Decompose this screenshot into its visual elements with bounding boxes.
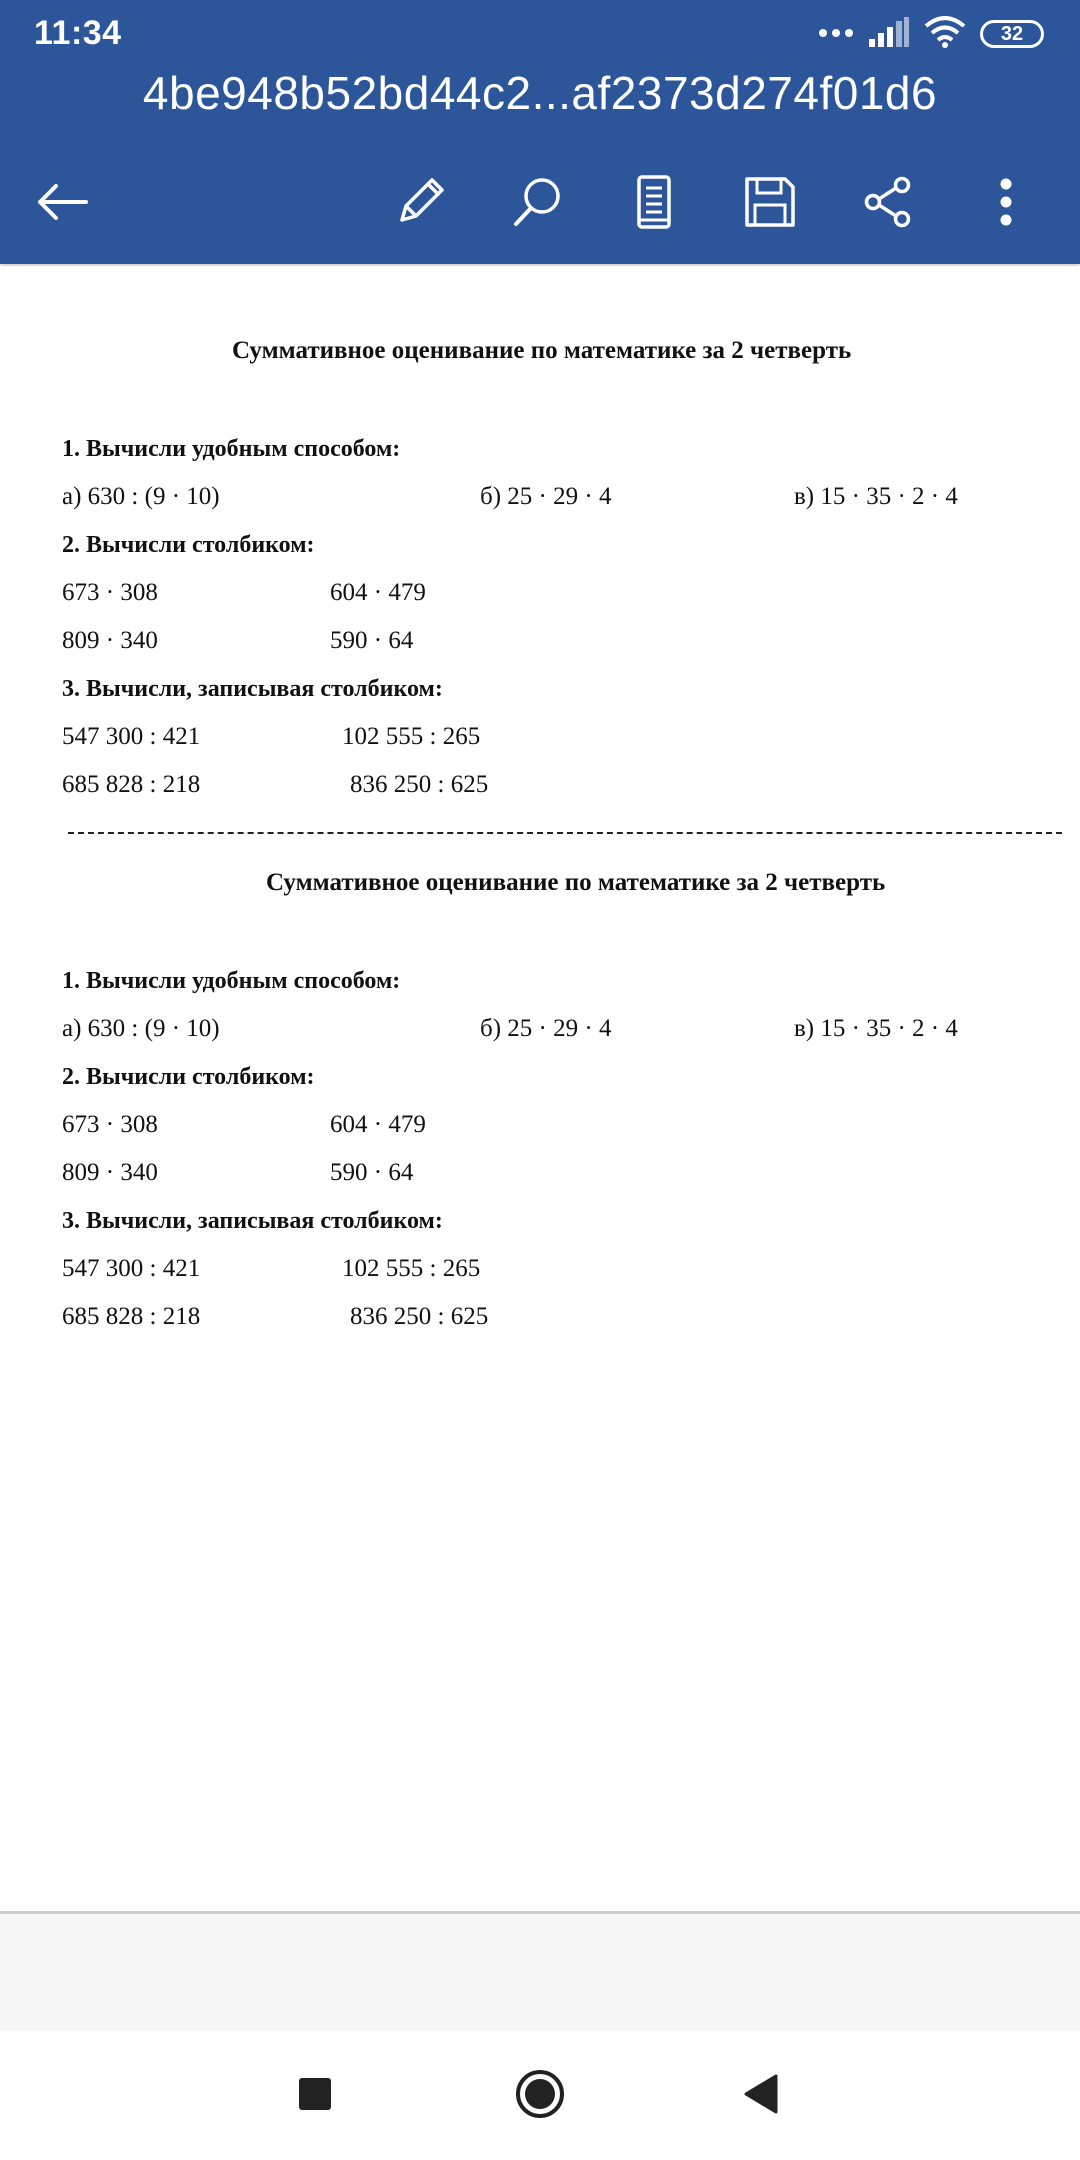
block-2-task-2-r2-left: 809 · 340 bbox=[62, 1159, 158, 1186]
mobile-view-button[interactable] bbox=[620, 168, 688, 236]
app-bar bbox=[0, 0, 1080, 264]
block-1-task-3-title: 3. Вычисли, записывая столбиком: bbox=[62, 676, 443, 702]
block-1-task-3-r1-right: 102 555 : 265 bbox=[342, 723, 481, 750]
status-icons bbox=[818, 14, 1044, 54]
more-vert-icon bbox=[998, 176, 1014, 228]
pencil-icon bbox=[392, 174, 448, 230]
block-1-task-2-title: 2. Вычисли столбиком: bbox=[62, 532, 315, 558]
edit-button[interactable] bbox=[386, 168, 454, 236]
bottom-panel bbox=[0, 1911, 1080, 2034]
block-1-task-3-r2-left: 685 828 : 218 bbox=[62, 771, 201, 798]
search-icon bbox=[510, 174, 566, 230]
block-1-task-1-c: в) 15 · 35 · 2 · 4 bbox=[794, 483, 958, 510]
block-2-task-2-title: 2. Вычисли столбиком: bbox=[62, 1064, 315, 1090]
block-2-task-1-c: в) 15 · 35 · 2 · 4 bbox=[794, 1015, 958, 1042]
block-1-task-3-r1-left: 547 300 : 421 bbox=[62, 723, 201, 750]
block-1-task-2-r1-left: 673 · 308 bbox=[62, 579, 158, 606]
search-button[interactable] bbox=[504, 168, 572, 236]
block-2-task-2-r1-right: 604 · 479 bbox=[330, 1111, 426, 1138]
home-button[interactable] bbox=[505, 2061, 575, 2131]
block-2-task-1-b: б) 25 · 29 · 4 bbox=[480, 1015, 612, 1042]
block-2-heading: Суммативное оценивание по математике за 2 четверть bbox=[266, 869, 886, 896]
battery-indicator: 32 bbox=[980, 20, 1044, 48]
document-title: 4be948b52bd44c2...af2373d274f01d6 bbox=[142, 67, 938, 119]
block-1-task-3-r2-right: 836 250 : 625 bbox=[350, 771, 489, 798]
share-button[interactable] bbox=[854, 168, 922, 236]
back-arrow-icon bbox=[34, 182, 90, 222]
cut-line-separator bbox=[68, 832, 1062, 834]
block-1-heading: Суммативное оценивание по математике за 2 четверть bbox=[232, 337, 852, 364]
block-2-task-3-title: 3. Вычисли, записывая столбиком: bbox=[62, 1208, 443, 1234]
more-dots-icon bbox=[818, 25, 854, 43]
block-2-task-3-r2-right: 836 250 : 625 bbox=[350, 1303, 489, 1330]
more-options-button[interactable] bbox=[972, 168, 1040, 236]
wifi-icon bbox=[924, 16, 966, 53]
mobile-view-icon bbox=[634, 174, 674, 230]
system-nav-bar bbox=[0, 2031, 1080, 2160]
signal-icon bbox=[868, 17, 910, 52]
block-1-task-2-r2-left: 809 · 340 bbox=[62, 627, 158, 654]
block-1-task-2-r2-right: 590 · 64 bbox=[330, 627, 414, 654]
block-1-task-1-title: 1. Вычисли удобным способом: bbox=[62, 436, 401, 462]
save-button[interactable] bbox=[736, 168, 804, 236]
block-2-task-3-r1-left: 547 300 : 421 bbox=[62, 1255, 201, 1282]
block-1-task-1-a: а) 630 : (9 · 10) bbox=[62, 483, 220, 510]
block-2-task-3-r1-right: 102 555 : 265 bbox=[342, 1255, 481, 1282]
home-circle-icon bbox=[514, 2068, 566, 2125]
back-nav-button[interactable] bbox=[725, 2061, 795, 2131]
share-icon bbox=[862, 176, 914, 228]
block-2-task-1-a: а) 630 : (9 · 10) bbox=[62, 1015, 220, 1042]
block-2-task-1-title: 1. Вычисли удобным способом: bbox=[62, 968, 401, 994]
block-2-task-2-r2-right: 590 · 64 bbox=[330, 1159, 414, 1186]
recents-button[interactable] bbox=[280, 2061, 350, 2131]
block-2-task-3-r2-left: 685 828 : 218 bbox=[62, 1303, 201, 1330]
document-page[interactable] bbox=[0, 266, 1080, 1911]
block-2-task-2-r1-left: 673 · 308 bbox=[62, 1111, 158, 1138]
status-time: 11:34 bbox=[34, 14, 122, 52]
back-triangle-icon bbox=[742, 2074, 778, 2119]
recents-square-icon bbox=[298, 2077, 332, 2116]
block-1-task-1-b: б) 25 · 29 · 4 bbox=[480, 483, 612, 510]
back-button[interactable] bbox=[28, 168, 96, 236]
save-icon bbox=[744, 176, 796, 228]
block-1-task-2-r1-right: 604 · 479 bbox=[330, 579, 426, 606]
